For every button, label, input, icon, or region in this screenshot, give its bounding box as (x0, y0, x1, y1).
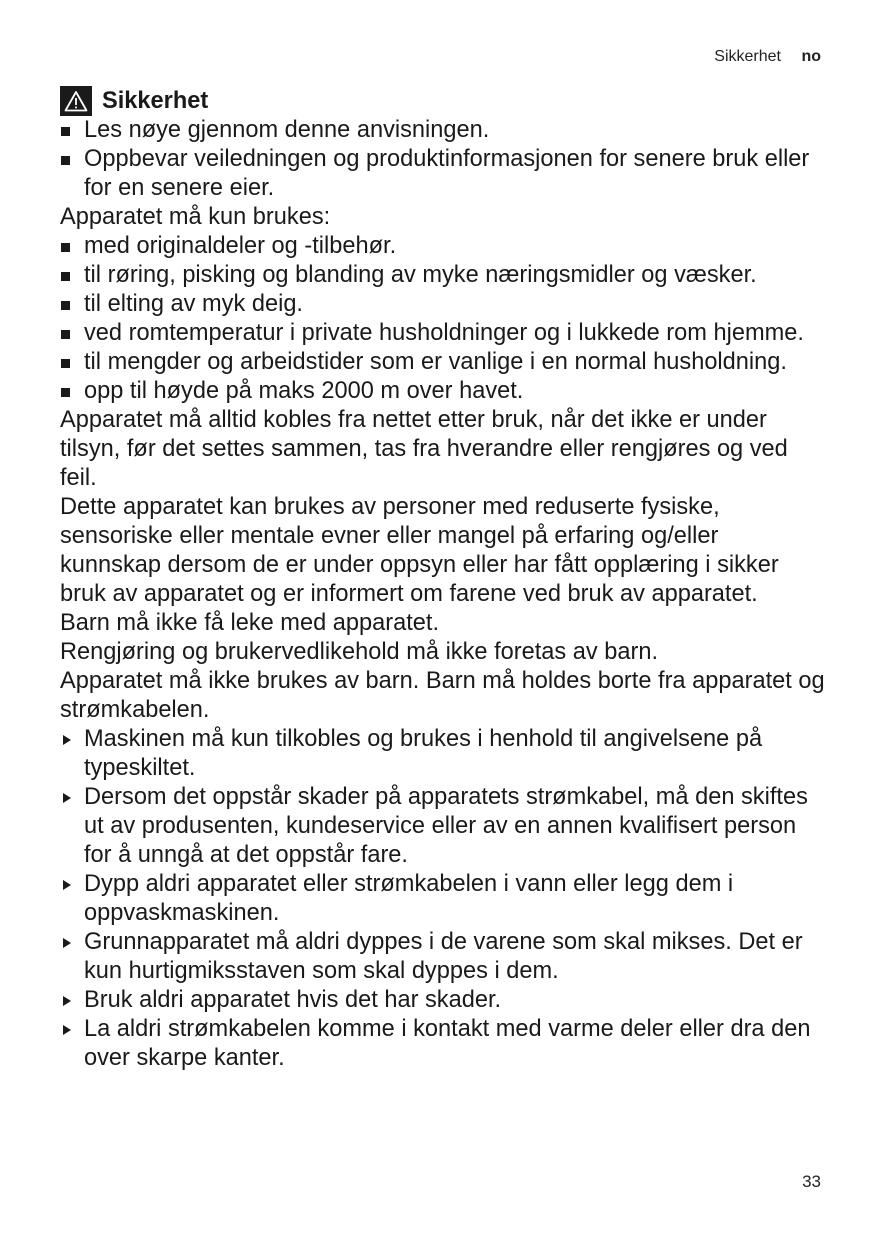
list-item: med originaldeler og -tilbehør. (60, 232, 825, 261)
paragraph: Rengjøring og brukervedlikehold må ikke foretas av barn. (60, 639, 659, 665)
section-title: Sikkerhet (102, 87, 209, 114)
page-number: 33 (802, 1172, 821, 1191)
page-content (60, 86, 825, 1073)
paragraph: Apparatet må ikke brukes av barn. Barn må holdes borte fra apparatet og strømkabelen. (60, 668, 825, 723)
paragraph: Dette apparatet kan brukes av personer med reduserte fysiske, sensoriske eller mentale evner eller mangel på erfaring og/eller kunnskap dersom de er under oppsyn eller har fått opplæring i sikker bruk av apparatet og er informert om farene ved bruk av apparatet. (60, 494, 779, 607)
action-item: Bruk aldri apparatet hvis det har skader. (60, 986, 825, 1015)
list-item: til mengder og arbeidstider som er vanlige i en normal husholdning. (60, 348, 825, 377)
paragraph: Apparatet må alltid kobles fra nettet etter bruk, når det ikke er under tilsyn, før det settes sammen, tas fra hverandre eller rengjøres og ved feil. (60, 407, 788, 491)
action-item: Dypp aldri apparatet eller strømkabelen i vann eller legg dem i oppvaskmaskinen. (60, 870, 825, 928)
list-item: opp til høyde på maks 2000 m over havet. (60, 377, 825, 406)
action-item: La aldri strømkabelen komme i kontakt med varme deler eller dra den over skarpe kanter. (60, 1015, 825, 1073)
list-item: Les nøye gjennom denne anvisningen. (60, 116, 825, 145)
action-item: Grunnapparatet må aldri dyppes i de varene som skal mikses. Det er kun hurtigmiksstaven som skal dyppes i dem. (60, 928, 825, 986)
header-section: Sikkerhet (714, 48, 781, 65)
paragraph: Barn må ikke få leke med apparatet. (60, 610, 440, 636)
list-item: til elting av myk deig. (60, 290, 825, 319)
running-header (714, 48, 821, 66)
action-item: Dersom det oppstår skader på apparatets strømkabel, må den skiftes ut av produsenten, kundeservice eller av en annen kvalifisert person for å unngå at det oppstår fare. (60, 783, 825, 870)
list-item: til røring, pisking og blanding av myke næringsmidler og væsker. (60, 261, 825, 290)
usage-intro: Apparatet må kun brukes: (60, 204, 331, 230)
section-heading (60, 86, 825, 116)
warning-icon (60, 86, 92, 116)
list-item: ved romtemperatur i private husholdninger og i lukkede rom hjemme. (60, 319, 825, 348)
list-item: Oppbevar veiledningen og produktinformasjonen for senere bruk eller for en senere eier. (60, 145, 825, 203)
header-language: no (801, 48, 821, 65)
action-item: Maskinen må kun tilkobles og brukes i henhold til angivelsene på typeskiltet. (60, 725, 825, 783)
